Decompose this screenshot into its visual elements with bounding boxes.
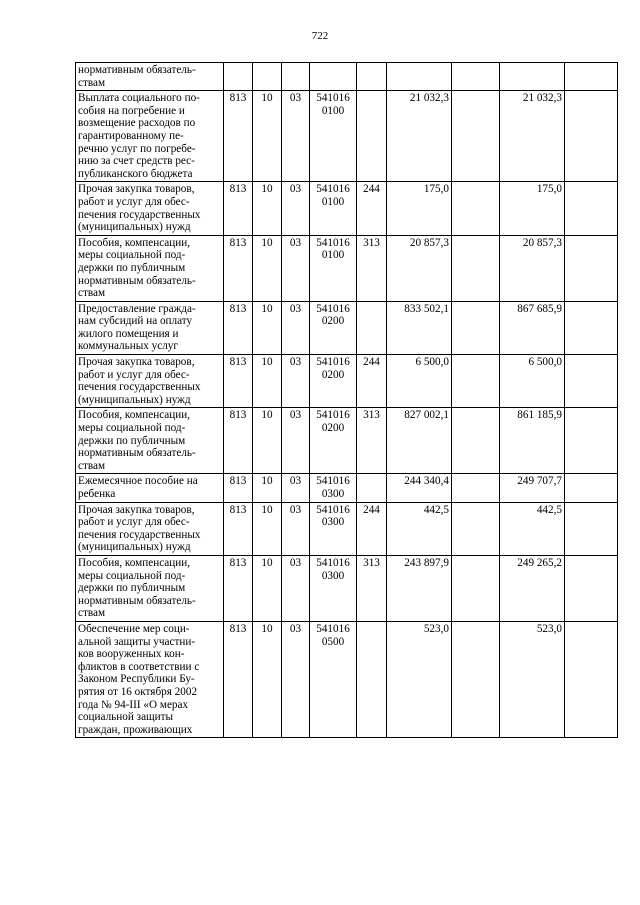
item-name-line: граждан, проживающих [78,723,193,736]
item-name [76,502,224,555]
ministry-code: 813 [224,182,253,235]
target-article-code-line: 0500 [321,635,345,648]
amount-year-2: 442,5 [500,502,565,555]
item-name-line: Обеспечение мер соци- [78,622,190,635]
ministry-code: 813 [224,621,253,737]
empty-cell [452,235,500,301]
item-name [76,235,224,301]
item-name-line: Законом Республики Бу- [78,673,195,686]
table-row [76,555,618,621]
subsection-code: 03 [282,474,310,502]
empty-cell [452,621,500,737]
expense-type-code [357,621,387,737]
item-name-line: Предоставление гражда- [78,302,196,315]
table-row [76,235,618,301]
expense-type-code: 313 [357,235,387,301]
empty-cell [565,91,618,182]
expense-type-code [357,301,387,354]
target-article-code [310,182,357,235]
subsection-code [282,63,310,91]
amount-year-1: 244 340,4 [387,474,452,502]
item-name-line: Пособия, компенсации, [78,236,191,249]
empty-cell [565,555,618,621]
section-code: 10 [253,182,282,235]
table-body [76,63,618,738]
item-name [76,555,224,621]
item-name-line: ков вооруженных кон- [78,648,185,661]
table-row [76,474,618,502]
ministry-code: 813 [224,502,253,555]
item-name-line: Прочая закупка товаров, [78,183,195,196]
expense-type-code [357,63,387,91]
amount-year-2: 20 857,3 [500,235,565,301]
item-name-line: речню услуг по погребе- [78,142,196,155]
empty-cell [565,355,618,408]
empty-cell [452,502,500,555]
target-article-code [310,235,357,301]
item-name-line: нормативным обязатель- [78,594,196,607]
section-code: 10 [253,408,282,474]
empty-cell [565,621,618,737]
section-code: 10 [253,301,282,354]
target-article-code-line: 0100 [321,104,345,117]
amount-year-1: 833 502,1 [387,301,452,354]
ministry-code: 813 [224,355,253,408]
item-name-line: Прочая закупка товаров, [78,503,195,516]
empty-cell [565,474,618,502]
target-article-code-line: 541016 [316,356,350,369]
amount-year-2: 249 707,7 [500,474,565,502]
item-name-line: ствам [78,76,106,89]
item-name-line: фликтов в соответствии с [78,660,200,673]
item-name-line: работ и услуг для обес- [78,516,190,529]
table-row [76,621,618,737]
amount-year-1: 442,5 [387,502,452,555]
item-name [76,91,224,182]
target-article-code [310,63,357,91]
target-article-code [310,502,357,555]
amount-year-1: 21 032,3 [387,91,452,182]
section-code: 10 [253,621,282,737]
subsection-code: 03 [282,235,310,301]
item-name-line: собия на погребение и [78,104,185,117]
expense-type-code [357,91,387,182]
target-article-code-line: 541016 [316,236,350,249]
amount-year-1: 523,0 [387,621,452,737]
item-name-line: меры социальной под- [78,422,186,435]
item-name-line: Пособия, компенсации, [78,409,191,422]
table-row [76,502,618,555]
table-row [76,91,618,182]
expense-type-code: 244 [357,502,387,555]
subsection-code: 03 [282,91,310,182]
item-name-line: Выплата социального по- [78,92,200,105]
amount-year-2: 861 185,9 [500,408,565,474]
item-name-line: Пособия, компенсации, [78,556,191,569]
item-name-line: жилого помещения и [78,327,179,340]
target-article-code-line: 541016 [316,475,350,488]
item-name-line: ствам [78,287,106,300]
target-article-code-line: 0300 [321,569,345,582]
table-row [76,182,618,235]
page-number: 722 [311,30,329,42]
empty-cell [565,301,618,354]
empty-cell [452,301,500,354]
empty-cell [565,182,618,235]
item-name-line: нормативным обязатель- [78,274,196,287]
section-code: 10 [253,91,282,182]
amount-year-2: 523,0 [500,621,565,737]
amount-year-1 [387,63,452,91]
target-article-code-line: 541016 [316,622,350,635]
target-article-code-line: 541016 [316,409,350,422]
target-article-code [310,621,357,737]
amount-year-2: 175,0 [500,182,565,235]
item-name [76,355,224,408]
target-article-code-line: 0200 [321,315,345,328]
target-article-code-line: 0100 [321,249,345,262]
target-article-code-line: 541016 [316,302,350,315]
item-name-line: меры социальной под- [78,569,186,582]
amount-year-2: 21 032,3 [500,91,565,182]
empty-cell [452,555,500,621]
subsection-code: 03 [282,408,310,474]
target-article-code [310,555,357,621]
target-article-code [310,91,357,182]
target-article-code [310,355,357,408]
empty-cell [452,91,500,182]
ministry-code: 813 [224,408,253,474]
item-name-line: работ и услуг для обес- [78,368,190,381]
table-row [76,301,618,354]
amount-year-2: 6 500,0 [500,355,565,408]
expense-type-code: 244 [357,182,387,235]
subsection-code: 03 [282,555,310,621]
empty-cell [452,63,500,91]
amount-year-1: 6 500,0 [387,355,452,408]
target-article-code-line: 541016 [316,92,350,105]
amount-year-1: 20 857,3 [387,235,452,301]
item-name [76,408,224,474]
item-name-line: держки по публичным [78,434,186,447]
item-name-line: печения государственных [78,381,201,394]
subsection-code: 03 [282,301,310,354]
item-name [76,621,224,737]
empty-cell [565,63,618,91]
item-name-line: ребенка [78,488,116,500]
empty-cell [452,408,500,474]
item-name-line: ствам [78,607,106,620]
amount-year-1: 243 897,9 [387,555,452,621]
expense-type-code: 313 [357,555,387,621]
empty-cell [452,474,500,502]
item-name-line: альной защиты участни- [78,635,196,648]
target-article-code-line: 0300 [321,488,345,500]
item-name-line: печения государственных [78,208,201,221]
expense-type-code: 313 [357,408,387,474]
item-name [76,182,224,235]
amount-year-2 [500,63,565,91]
section-code: 10 [253,555,282,621]
subsection-code: 03 [282,621,310,737]
budget-table [75,62,618,738]
ministry-code: 813 [224,474,253,502]
item-name-line: (муниципальных) нужд [78,541,191,554]
target-article-code-line: 0200 [321,422,345,435]
item-name-line: публиканского бюджета [78,167,193,180]
item-name-line: Ежемесячное пособие на [78,475,198,488]
item-name-line: работ и услуг для обес- [78,195,190,208]
amount-year-1: 827 002,1 [387,408,452,474]
expense-type-code: 244 [357,355,387,408]
item-name-line: нам субсидий на оплату [78,315,193,328]
expense-type-code [357,474,387,502]
item-name-line: нормативным обязатель- [78,447,196,460]
item-name-line: коммунальных услуг [78,340,178,353]
target-article-code-line: 541016 [316,183,350,196]
ministry-code: 813 [224,91,253,182]
item-name-line: нормативным обязатель- [78,64,196,76]
item-name-line: Прочая закупка товаров, [78,356,195,369]
section-code: 10 [253,502,282,555]
table-row [76,408,618,474]
empty-cell [565,408,618,474]
item-name-line: ствам [78,459,106,472]
item-name [76,474,224,502]
item-name-line: рятия от 16 октября 2002 [78,685,198,698]
subsection-code: 03 [282,182,310,235]
amount-year-1: 175,0 [387,182,452,235]
empty-cell [565,235,618,301]
empty-cell [452,182,500,235]
ministry-code: 813 [224,301,253,354]
target-article-code-line: 0100 [321,195,345,208]
subsection-code: 03 [282,502,310,555]
item-name-line: держки по публичным [78,582,186,595]
section-code: 10 [253,474,282,502]
amount-year-2: 249 265,2 [500,555,565,621]
item-name [76,301,224,354]
item-name-line: нию за счет средств рес- [78,155,195,168]
target-article-code-line: 0200 [321,368,345,381]
table-row [76,63,618,91]
item-name-line: печения государственных [78,528,201,541]
section-code: 10 [253,235,282,301]
ministry-code: 813 [224,235,253,301]
target-article-code [310,408,357,474]
ministry-code [224,63,253,91]
section-code [253,63,282,91]
ministry-code: 813 [224,555,253,621]
item-name-line: (муниципальных) нужд [78,221,191,234]
target-article-code-line: 541016 [316,503,350,516]
item-name-line: возмещение расходов по [78,117,196,130]
item-name-line: года № 94-III «О мерах [78,698,189,711]
subsection-code: 03 [282,355,310,408]
empty-cell [452,355,500,408]
item-name-line: гарантированному пе- [78,129,184,142]
target-article-code-line: 0300 [321,516,345,529]
table-row [76,355,618,408]
target-article-code-line: 541016 [316,556,350,569]
item-name-line: меры социальной под- [78,249,186,262]
item-name-line: (муниципальных) нужд [78,393,191,406]
target-article-code [310,301,357,354]
item-name-line: держки по публичным [78,261,186,274]
section-code: 10 [253,355,282,408]
item-name [76,63,224,91]
item-name-line: социальной защиты [78,711,174,724]
target-article-code [310,474,357,502]
amount-year-2: 867 685,9 [500,301,565,354]
empty-cell [565,502,618,555]
